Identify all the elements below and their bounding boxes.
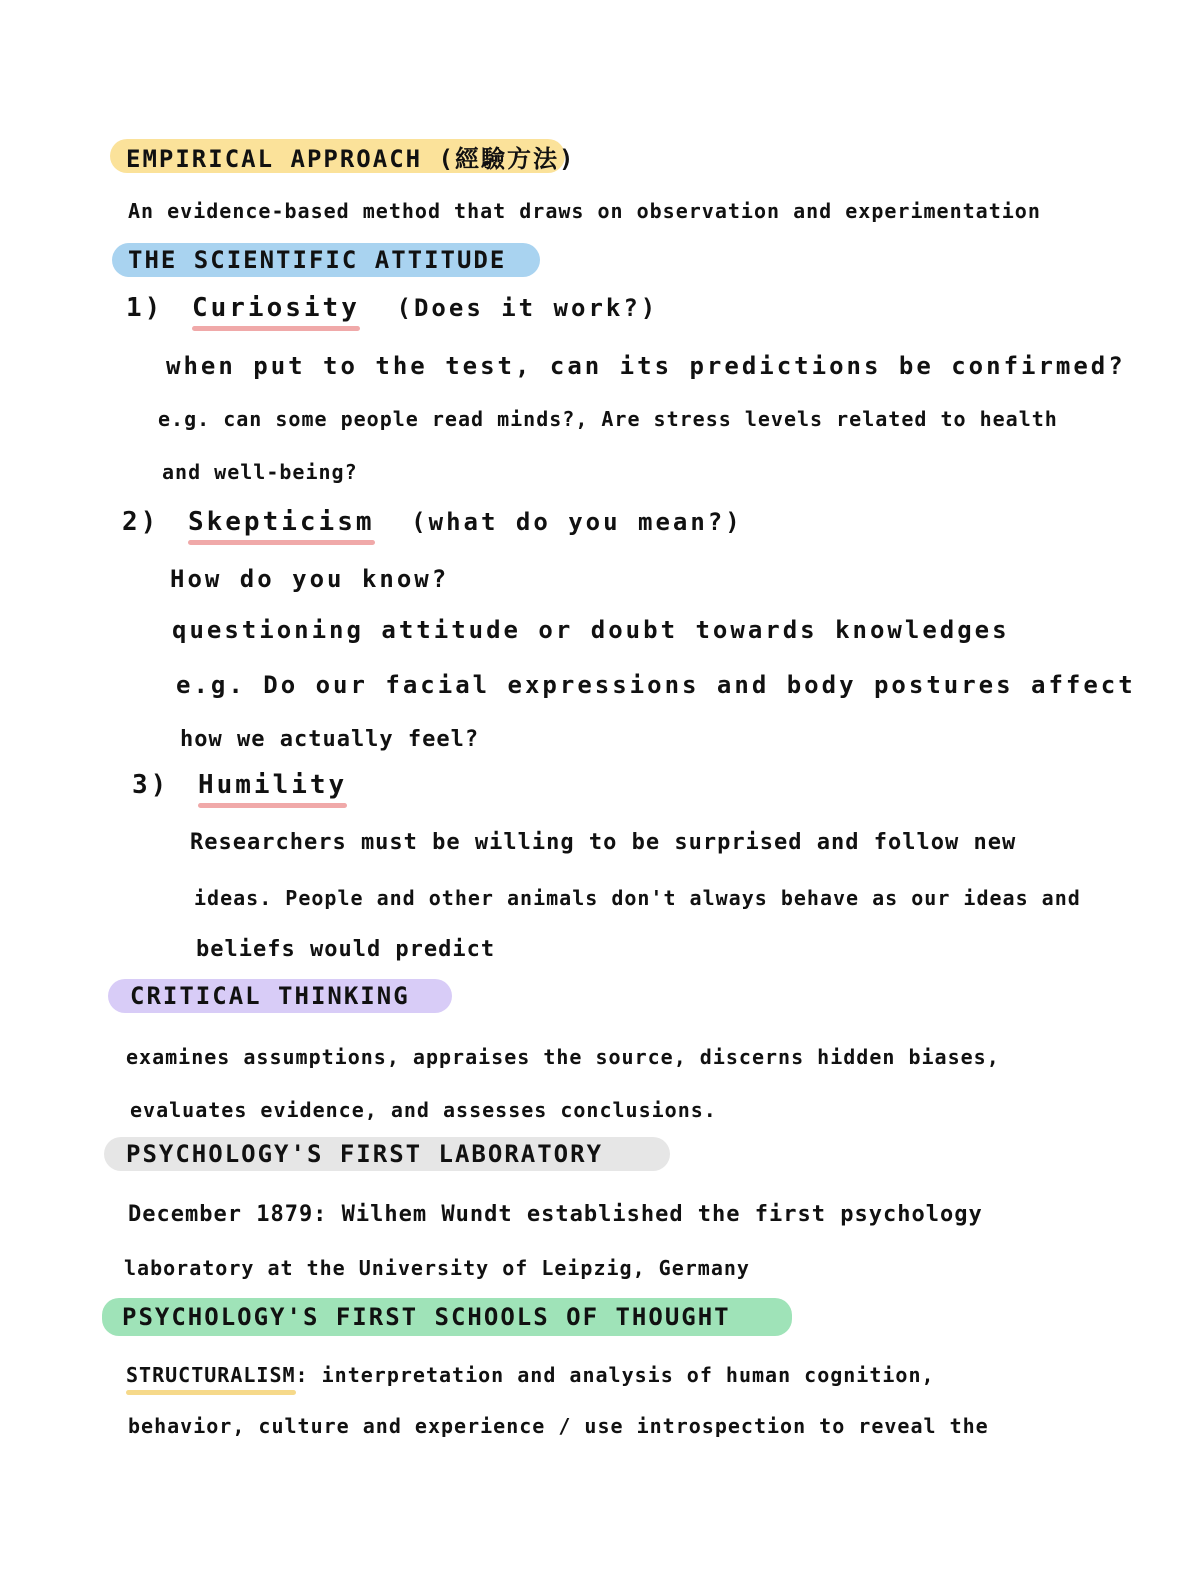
humility-line-1: Researchers must be willing to be surprised and follow new (190, 830, 1017, 855)
heading-critical-thinking (108, 979, 452, 1013)
lab-line-2: laboratory at the University of Leipzig, Germany (124, 1256, 750, 1280)
heading-schools-of-thought (102, 1298, 792, 1336)
term-underline (198, 803, 347, 808)
item-skepticism (122, 507, 743, 537)
structuralism-term-text: STRUCTURALISM (126, 1363, 296, 1387)
heading-scientific-text: THE SCIENTIFIC ATTITUDE (128, 246, 507, 274)
curiosity-line-1: when put to the test, can its predictions be confirmed? (166, 352, 1126, 380)
humility-line-2: ideas. People and other animals don't always behave as our ideas and (194, 886, 1081, 910)
item-curiosity (126, 293, 658, 323)
heading-first-laboratory (104, 1137, 670, 1171)
structuralism-definition: : interpretation and analysis of human cognition, (295, 1363, 935, 1387)
critical-line-1: examines assumptions, appraises the source, discerns hidden biases, (126, 1045, 1000, 1069)
skepticism-line-1: How do you know? (170, 565, 450, 593)
item-number: 2) (122, 507, 160, 537)
item-term-curiosity (192, 293, 360, 323)
item-term-humility (198, 770, 347, 800)
empirical-definition: An evidence-based method that draws on observation and experimentation (128, 199, 1041, 223)
lab-line-1: December 1879: Wilhem Wundt established the first psychology (128, 1202, 983, 1227)
humility-line-3: beliefs would predict (196, 937, 496, 962)
item-paren: (Does it work?) (396, 294, 659, 322)
critical-line-2: evaluates evidence, and assesses conclusions. (130, 1098, 717, 1122)
heading-critical-text: CRITICAL THINKING (130, 982, 410, 1010)
heading-scientific-attitude (112, 243, 540, 277)
structuralism-term (126, 1363, 296, 1387)
item-number: 3) (132, 770, 170, 800)
heading-lab-text: PSYCHOLOGY'S FIRST LABORATORY (126, 1140, 604, 1168)
skepticism-line-3: e.g. Do our facial expressions and body postures affect (176, 671, 1136, 699)
skepticism-line-4: how we actually feel? (180, 727, 480, 752)
term-text: Skepticism (187, 507, 375, 537)
item-humility (132, 770, 347, 800)
heading-schools-text: PSYCHOLOGY'S FIRST SCHOOLS OF THOUGHT (122, 1303, 731, 1331)
structuralism-line-1 (126, 1363, 935, 1387)
term-text: Curiosity (191, 293, 360, 323)
term-underline (188, 540, 375, 545)
term-underline (192, 326, 360, 331)
curiosity-line-3: and well-being? (162, 460, 358, 484)
heading-empirical-approach (110, 139, 576, 173)
term-text: Humility (197, 770, 348, 800)
structuralism-line-2: behavior, culture and experience / use introspection to reveal the (128, 1414, 989, 1438)
item-term-skepticism (188, 507, 375, 537)
skepticism-line-2: questioning attitude or doubt towards knowledges (172, 616, 1010, 644)
curiosity-line-2: e.g. can some people read minds?, Are stress levels related to health (158, 407, 1058, 431)
structuralism-underline (126, 1390, 296, 1395)
item-paren: (what do you mean?) (411, 508, 743, 536)
heading-empirical-text: EMPIRICAL APPROACH (經驗方法) (126, 144, 576, 173)
item-number: 1) (126, 293, 164, 323)
